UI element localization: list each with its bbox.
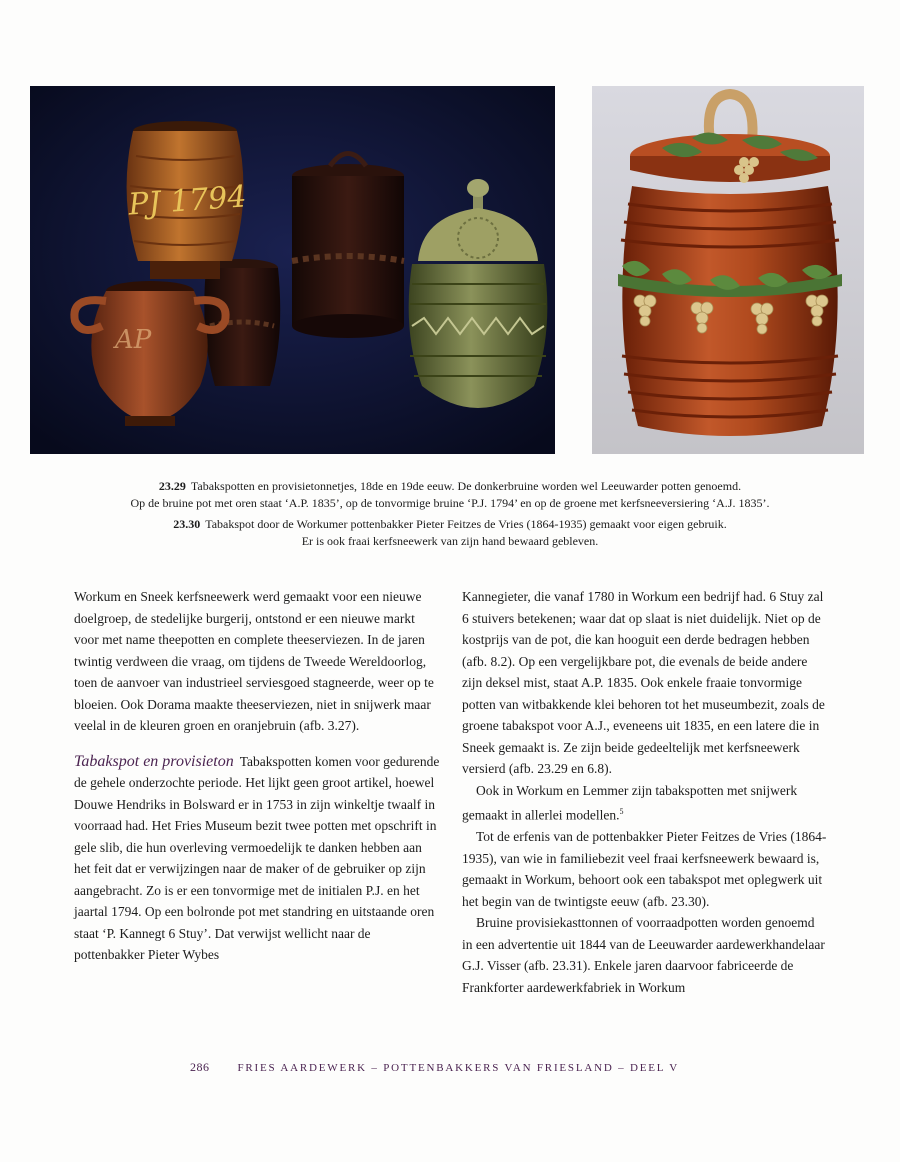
body-paragraph: Ook in Workum en Lemmer zijn tabakspotten met snijwerk gemaakt in allerlei modellen. — [462, 782, 798, 823]
caption-text: Er is ook fraai kerfsneewerk van zijn hand bewaard gebleven. — [301, 534, 599, 548]
barrel-pot-pj-1794 — [126, 121, 247, 279]
body-paragraph: Tabakspotten komen voor gedurende de gehele onderzochte periode. Het lijkt geen groot artikel, hoewel Douwe Hendriks in Bolsward er in 1753 in zijn winkeltje twaalf in voorraad had. Het Fries Museum bezit twee potten met opschrift in gele slib, die hun overleving vermoedelijk te danken hebben aan het feit dat er verwijzingen naar de maker of de gebruiker op zijn aangebracht. Zo is er een tonvormige met de initialen P.J. en het jaartal 1794. Op een bolronde pot met standring en uitstaande oren staat ‘P. Kannegt 6 Stuy’. Dat verwijst wellicht naar de pottenbakker Pieter Wybes — [74, 753, 440, 962]
inscription-ap: AP — [115, 325, 152, 355]
footnote-marker: 5 — [619, 807, 624, 816]
body-paragraph: Kannegieter, die vanaf 1780 in Workum een bedrijf had. 6 Stuy zal 6 stuivers betekenen; waar dat op slaat is niet duidelijk. Niet op de kostprijs van de pot, die kan hooguit een derde bedragen hebben (afb. 8.2). Op een vergelijkbare pot, die evenals de beide andere zijn deksel mist, staat A.P. 1835. Ook enkele fraaie tonvormige potten van witbakkende klei behoren tot het museumbezit, zoals de groene tabakspot voor A.J., eveneens uit 1835, en een latere die in Sneek gemaakt is. Ze zijn beide gedeeltelijk met kerfsneewerk versierd (afb. 23.29 en 6.8). — [462, 589, 825, 776]
caption-figure-23-29 — [60, 478, 840, 512]
barrel-pot-with-grapes — [618, 94, 842, 436]
page-number: 286 — [190, 1060, 210, 1074]
inscription-pj-1794: PJ 1794 — [127, 179, 248, 223]
caption-figure-23-30 — [60, 516, 840, 550]
section-heading: Tabakspot en provisieton — [74, 752, 234, 770]
caption-text: Tabakspotten en provisietonnetjes, 18de en 19de eeuw. De donkerbruine worden wel Leeuwarder potten genoemd. — [190, 479, 742, 493]
body-paragraph: Workum en Sneek kerfsneewerk werd gemaakt voor een nieuwe doelgroep, de stedelijke burgerij, ontstond er een nieuwe markt voor met name theepotten en complete theeserviezen. In de jaren twintig verdween die vraag, om tijdens de Tweede Wereldoorlog, toen de aanvoer van industrieel serviesgoed stagneerde, weer op te bloeien. Ook Dorama maakte theeserviezen, niet in snijwerk maar veelal in de kleuren groen en oranjebruin (afb. 3.27). — [74, 589, 434, 733]
text-column-left — [74, 586, 440, 966]
figure-number: 23.29 — [158, 479, 186, 493]
page-footer — [190, 1060, 679, 1075]
text-column-right — [462, 586, 828, 998]
caption-text: Tabakspot door de Workumer pottenbakker Pieter Feitzes de Vries (1864-1935) gemaakt voor eigen gebruik. — [205, 517, 727, 531]
photo-tobacco-pots — [30, 86, 555, 454]
body-paragraph: Bruine provisiekasttonnen of voorraadpotten worden genoemd in een advertentie uit 1844 van de Leeuwarder aardewerkhandelaar G.J. Visser (afb. 23.31). Enkele jaren daarvoor fabriceerde de Frankforter aardewerkfabriek in Workum — [462, 915, 825, 995]
running-title: FRIES AARDEWERK – POTTENBAKKERS VAN FRIESLAND – DEEL V — [237, 1062, 679, 1074]
dark-barrel-pot — [292, 154, 404, 339]
photo-tobacco-pot-de-vries — [592, 86, 864, 454]
body-paragraph: Tot de erfenis van de pottenbakker Pieter Feitzes de Vries (1864-1935), van wie in familiebezit veel fraai kerfsneewerk bewaard is, gemaakt in Workum, behoort ook een tabakspot met oplegwerk uit het begin van de twintigste eeuw (afb. 23.30). — [462, 829, 827, 909]
figure-number: 23.30 — [173, 517, 201, 531]
caption-text: Op de bruine pot met oren staat ‘A.P. 1835’, op de tonvormige bruine ‘P.J. 1794’ en op de groene met kerfsneeversiering ‘A.J. 1835’. — [130, 496, 770, 510]
